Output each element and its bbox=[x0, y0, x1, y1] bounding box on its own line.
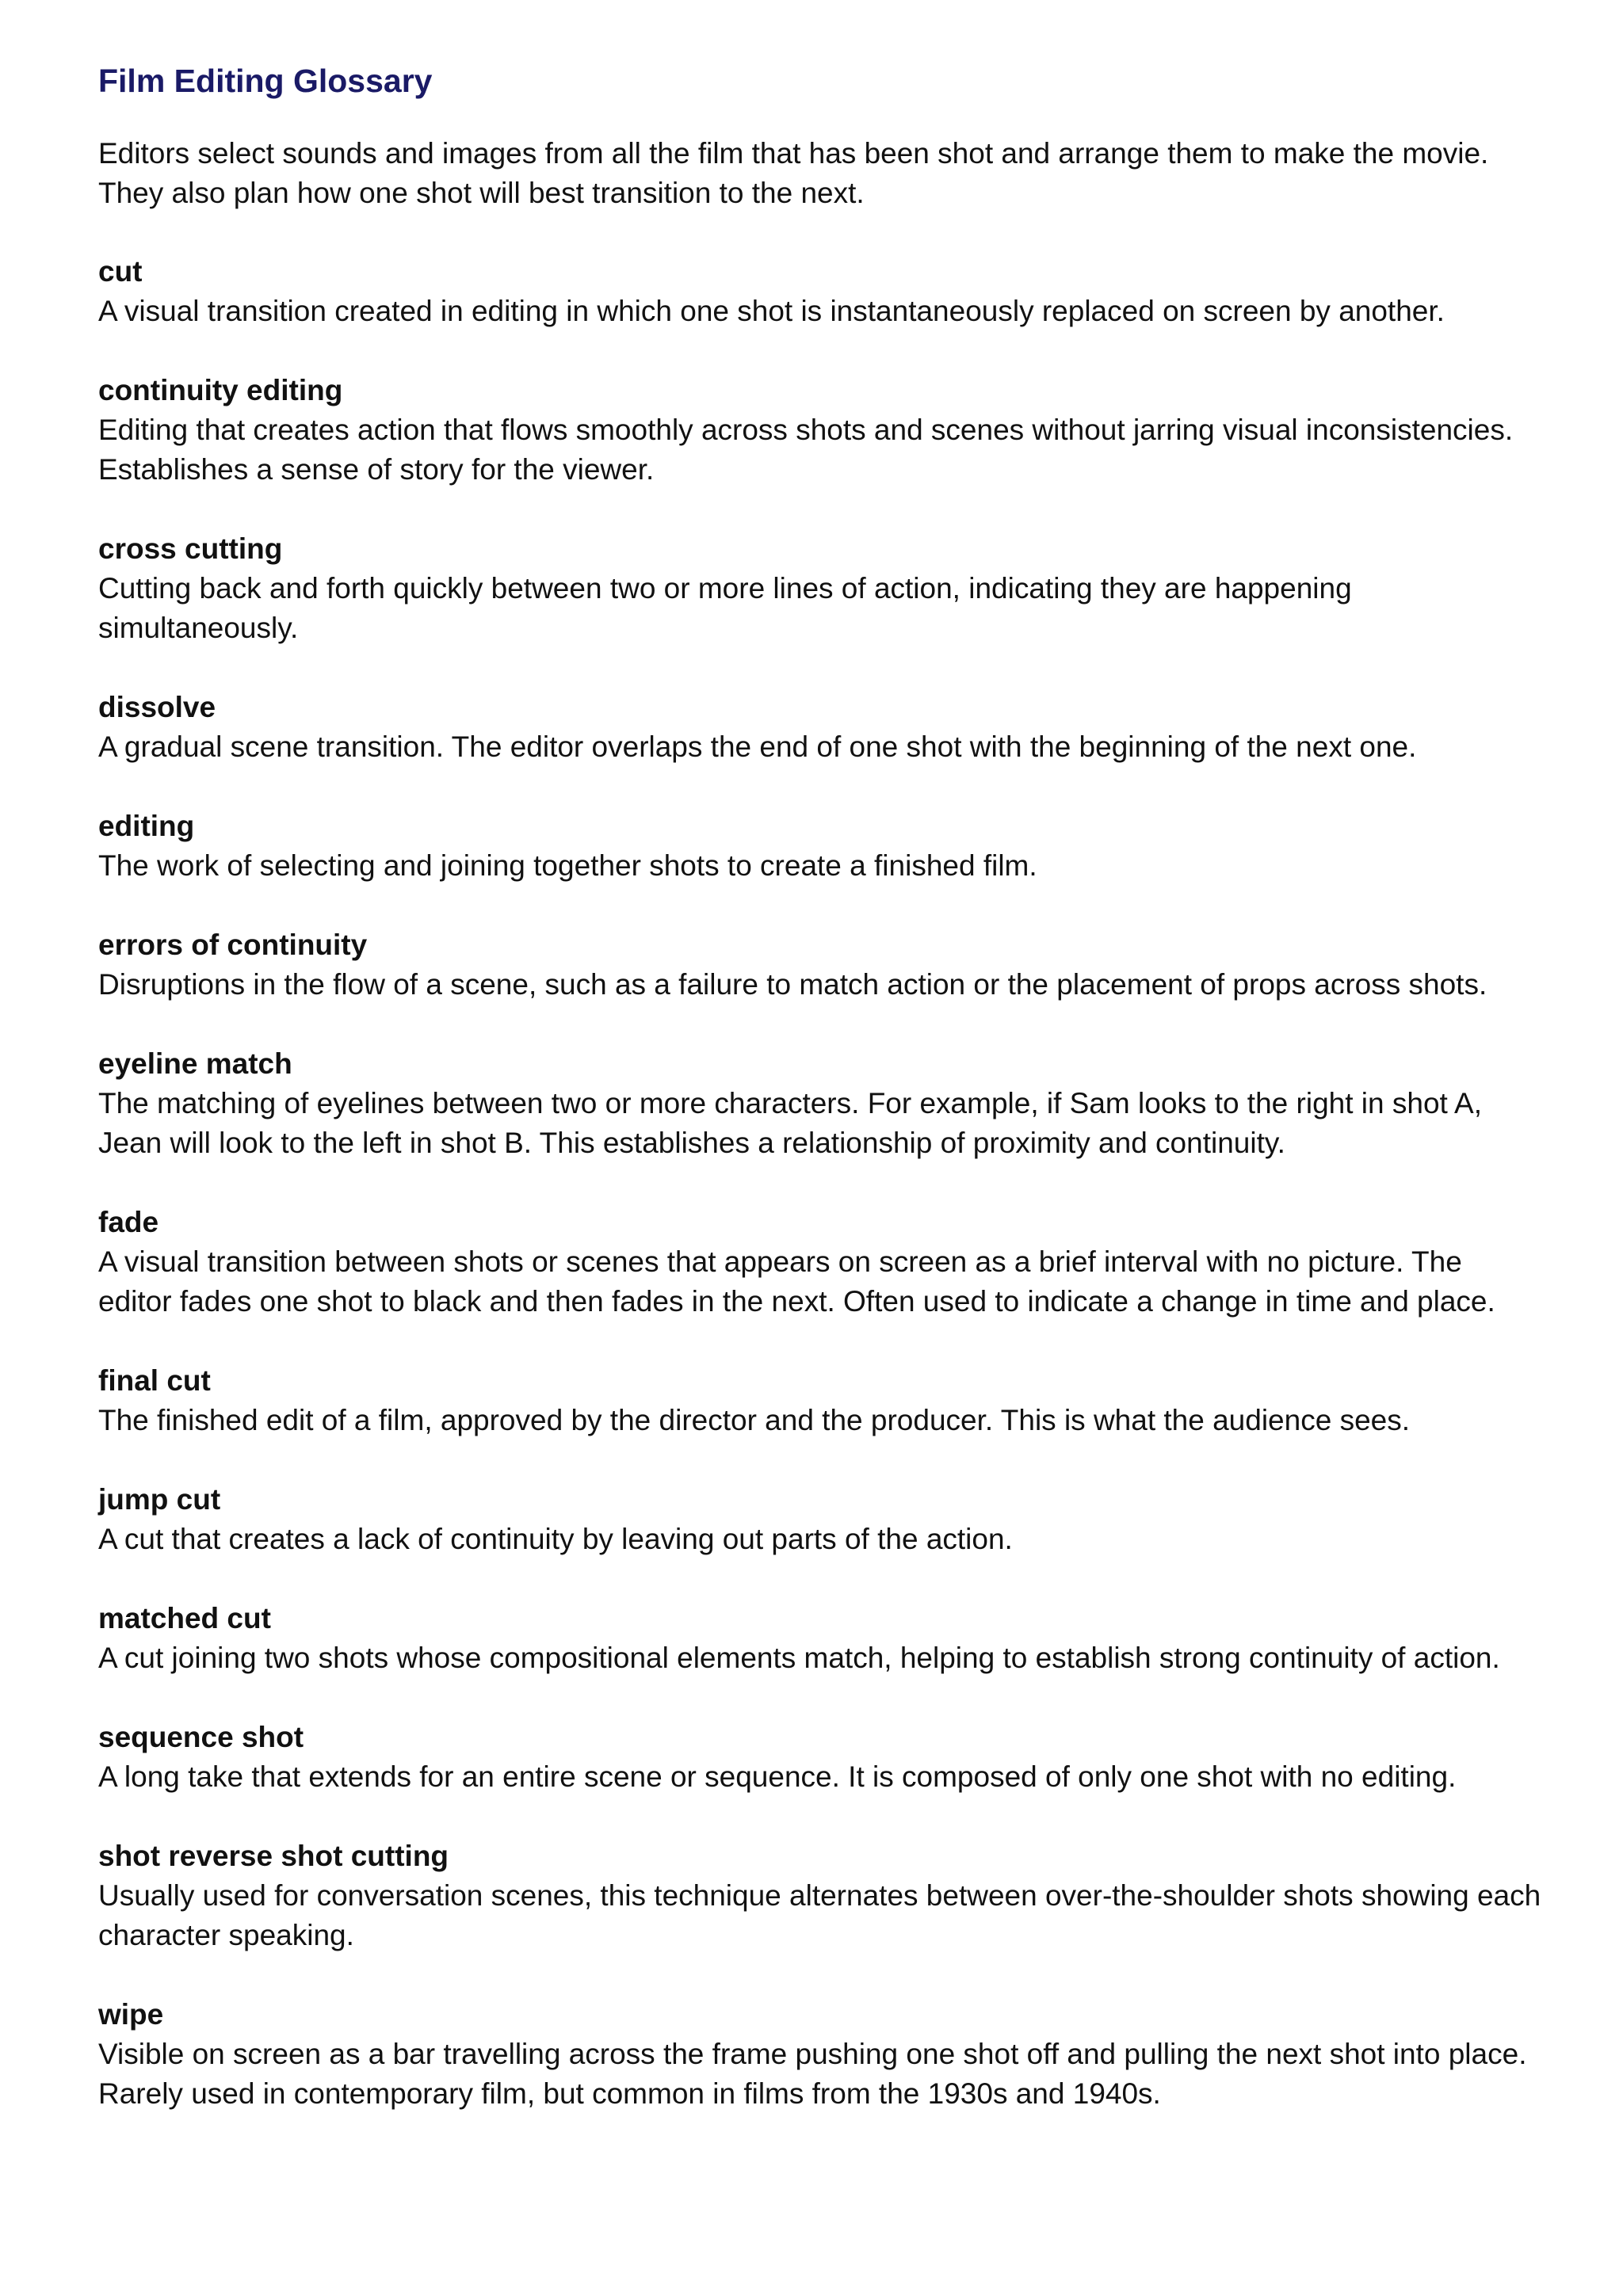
glossary-entry bbox=[98, 807, 1572, 886]
glossary-definition: The work of selecting and joining together shots to create a finished film. bbox=[98, 849, 1037, 882]
glossary-entry bbox=[98, 925, 1572, 1005]
glossary-term: dissolve bbox=[98, 691, 216, 723]
glossary-term: shot reverse shot cutting bbox=[98, 1840, 449, 1872]
glossary-entry bbox=[98, 371, 1572, 490]
glossary-entry bbox=[98, 1995, 1572, 2114]
glossary-entry bbox=[98, 252, 1572, 331]
glossary-definition: A cut that creates a lack of continuity by leaving out parts of the action. bbox=[98, 1523, 1013, 1555]
glossary-term: jump cut bbox=[98, 1483, 221, 1516]
glossary-entry bbox=[98, 1480, 1572, 1559]
glossary-term: eyeline match bbox=[98, 1047, 292, 1080]
glossary-definition: Usually used for conversation scenes, this technique alternates between over-the-shoulder shots showing each character speaking. bbox=[98, 1879, 1541, 1951]
glossary-definition: Visible on screen as a bar travelling across the frame pushing one shot off and pulling the next shot into place. Rarely used in contemporary film, but common in films from the 1930s and 1940s. bbox=[98, 2038, 1527, 2110]
glossary-definition: A visual transition created in editing in which one shot is instantaneously replaced on screen by another. bbox=[98, 295, 1445, 327]
glossary-list bbox=[98, 252, 1572, 2114]
intro-paragraph: Editors select sounds and images from all the film that has been shot and arrange them to make the movie. They also plan how one shot will best transition to the next. bbox=[98, 137, 1489, 209]
glossary-definition: A cut joining two shots whose compositional elements match, helping to establish strong continuity of action. bbox=[98, 1642, 1500, 1674]
glossary-definition: A gradual scene transition. The editor overlaps the end of one shot with the beginning of the next one. bbox=[98, 730, 1417, 763]
glossary-entry bbox=[98, 1599, 1572, 1678]
glossary-definition: Disruptions in the flow of a scene, such as a failure to match action or the placement of props across shots. bbox=[98, 968, 1487, 1001]
glossary-term: editing bbox=[98, 810, 195, 842]
glossary-term: fade bbox=[98, 1206, 159, 1238]
glossary-definition: The matching of eyelines between two or more characters. For example, if Sam looks to the right in shot A, Jean will look to the left in shot B. This establishes a relationship of proximity and continuity. bbox=[98, 1087, 1482, 1159]
glossary-entry bbox=[98, 1044, 1572, 1163]
glossary-definition: The finished edit of a film, approved by the director and the producer. This is what the audience sees. bbox=[98, 1404, 1411, 1436]
glossary-definition: Editing that creates action that flows smoothly across shots and scenes without jarring visual inconsistencies. Establishes a sense of story for the viewer. bbox=[98, 414, 1514, 486]
glossary-page bbox=[98, 55, 1572, 2153]
glossary-definition: A visual transition between shots or scenes that appears on screen as a brief interval with no picture. The editor fades one shot to black and then fades in the next. Often used to indicate a change in time and place. bbox=[98, 1245, 1495, 1318]
glossary-definition: Cutting back and forth quickly between two or more lines of action, indicating they are happening simultaneously. bbox=[98, 572, 1352, 644]
glossary-term: errors of continuity bbox=[98, 929, 368, 961]
glossary-entry bbox=[98, 688, 1572, 767]
glossary-entry bbox=[98, 1836, 1572, 1955]
glossary-entry bbox=[98, 529, 1572, 648]
glossary-term: wipe bbox=[98, 1998, 164, 2031]
page-title: Film Editing Glossary bbox=[98, 63, 433, 99]
glossary-term: sequence shot bbox=[98, 1721, 304, 1753]
glossary-entry bbox=[98, 1718, 1572, 1797]
glossary-entry bbox=[98, 1361, 1572, 1440]
glossary-term: cross cutting bbox=[98, 532, 283, 565]
glossary-term: final cut bbox=[98, 1364, 211, 1397]
glossary-term: cut bbox=[98, 255, 143, 288]
glossary-definition: A long take that extends for an entire scene or sequence. It is composed of only one shot with no editing. bbox=[98, 1760, 1457, 1793]
glossary-term: matched cut bbox=[98, 1602, 271, 1634]
glossary-entry bbox=[98, 1203, 1572, 1322]
glossary-term: continuity editing bbox=[98, 374, 343, 406]
